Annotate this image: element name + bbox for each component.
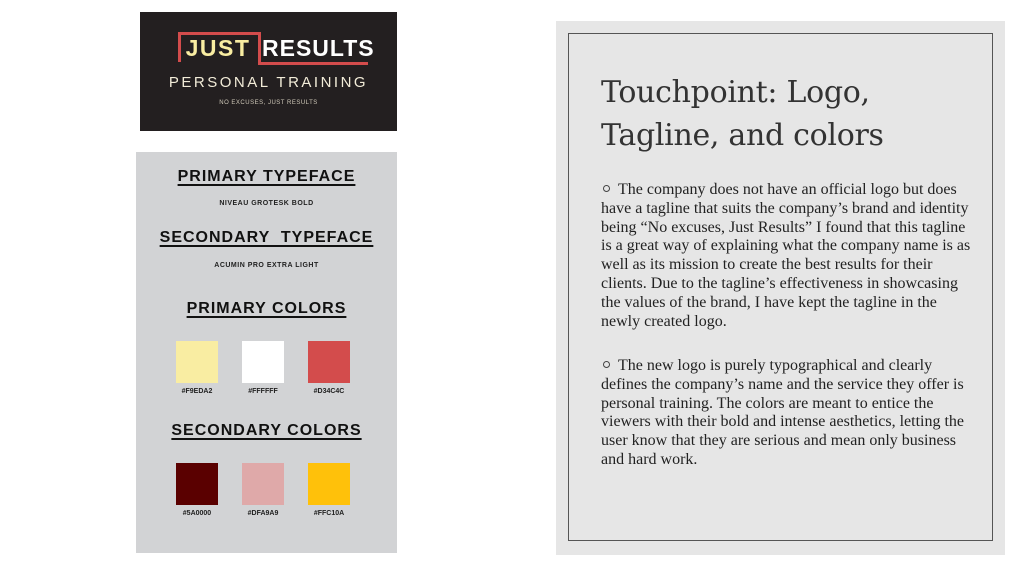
swatch-primary-yellow xyxy=(176,341,218,383)
swatch-secondary-gold xyxy=(308,463,350,505)
logo-frame-line xyxy=(258,32,261,65)
swatch-primary-white xyxy=(242,341,284,383)
secondary-colors-heading: SECONDARY COLORS xyxy=(171,422,362,439)
secondary-typeface-name: ACUMIN PRO EXTRA LIGHT xyxy=(214,262,319,269)
paragraph-2 xyxy=(601,357,971,470)
swatch-label: #F9EDA2 xyxy=(181,388,213,395)
logo-word-just: JUST xyxy=(185,35,251,61)
swatch-label: #FFC10A xyxy=(313,510,345,517)
paragraph-2-text: The new logo is purely typographical and clearly defines the company’s name and the service they offer is personal training. The colors are meant to entice the viewers with their bold and intense aesthetics, letting the user know that they are serious and mean only business and hard work. xyxy=(601,357,965,468)
logo-frame-line xyxy=(258,62,368,65)
primary-typeface-name: NIVEAU GROTESK BOLD xyxy=(219,200,314,207)
logo-word-results: RESULTS xyxy=(262,35,375,61)
logo-image xyxy=(140,12,397,131)
primary-colors-heading: PRIMARY COLORS xyxy=(186,300,347,317)
swatch-primary-red xyxy=(308,341,350,383)
swatch-label: #FFFFFF xyxy=(248,388,278,395)
card-title: Touchpoint: Logo, Tagline, and colors xyxy=(601,75,884,153)
swatch-label: #5A0000 xyxy=(182,510,212,517)
swatch-label: #D34C4C xyxy=(313,388,345,395)
logo-subtitle: PERSONAL TRAINING xyxy=(168,74,369,91)
primary-typeface-heading: PRIMARY TYPEFACE xyxy=(177,168,356,185)
swatch-secondary-pink xyxy=(242,463,284,505)
paragraph-1-text: The company does not have an official logo but does have a tagline that suits the company’s brand and identity being “No excuses, Just Results” I found that this tagline is a great way of explaining what the company name is as well as its mission to create the best results for their clients. Due to the tagline’s effectiveness in showcasing the values of the brand, I have kept the tagline in the newly created logo. xyxy=(601,181,971,330)
swatch-label: #DFA9A9 xyxy=(247,510,279,517)
swatch-secondary-maroon xyxy=(176,463,218,505)
logo-tagline: NO EXCUSES, JUST RESULTS xyxy=(219,100,318,106)
bullet-icon xyxy=(603,361,610,368)
bullet-icon xyxy=(603,185,610,192)
touchpoint-card xyxy=(556,21,1005,555)
paragraph-1 xyxy=(601,181,971,331)
secondary-typeface-heading: SECONDARY TYPEFACE xyxy=(159,229,374,246)
style-guide-panel xyxy=(136,152,397,553)
